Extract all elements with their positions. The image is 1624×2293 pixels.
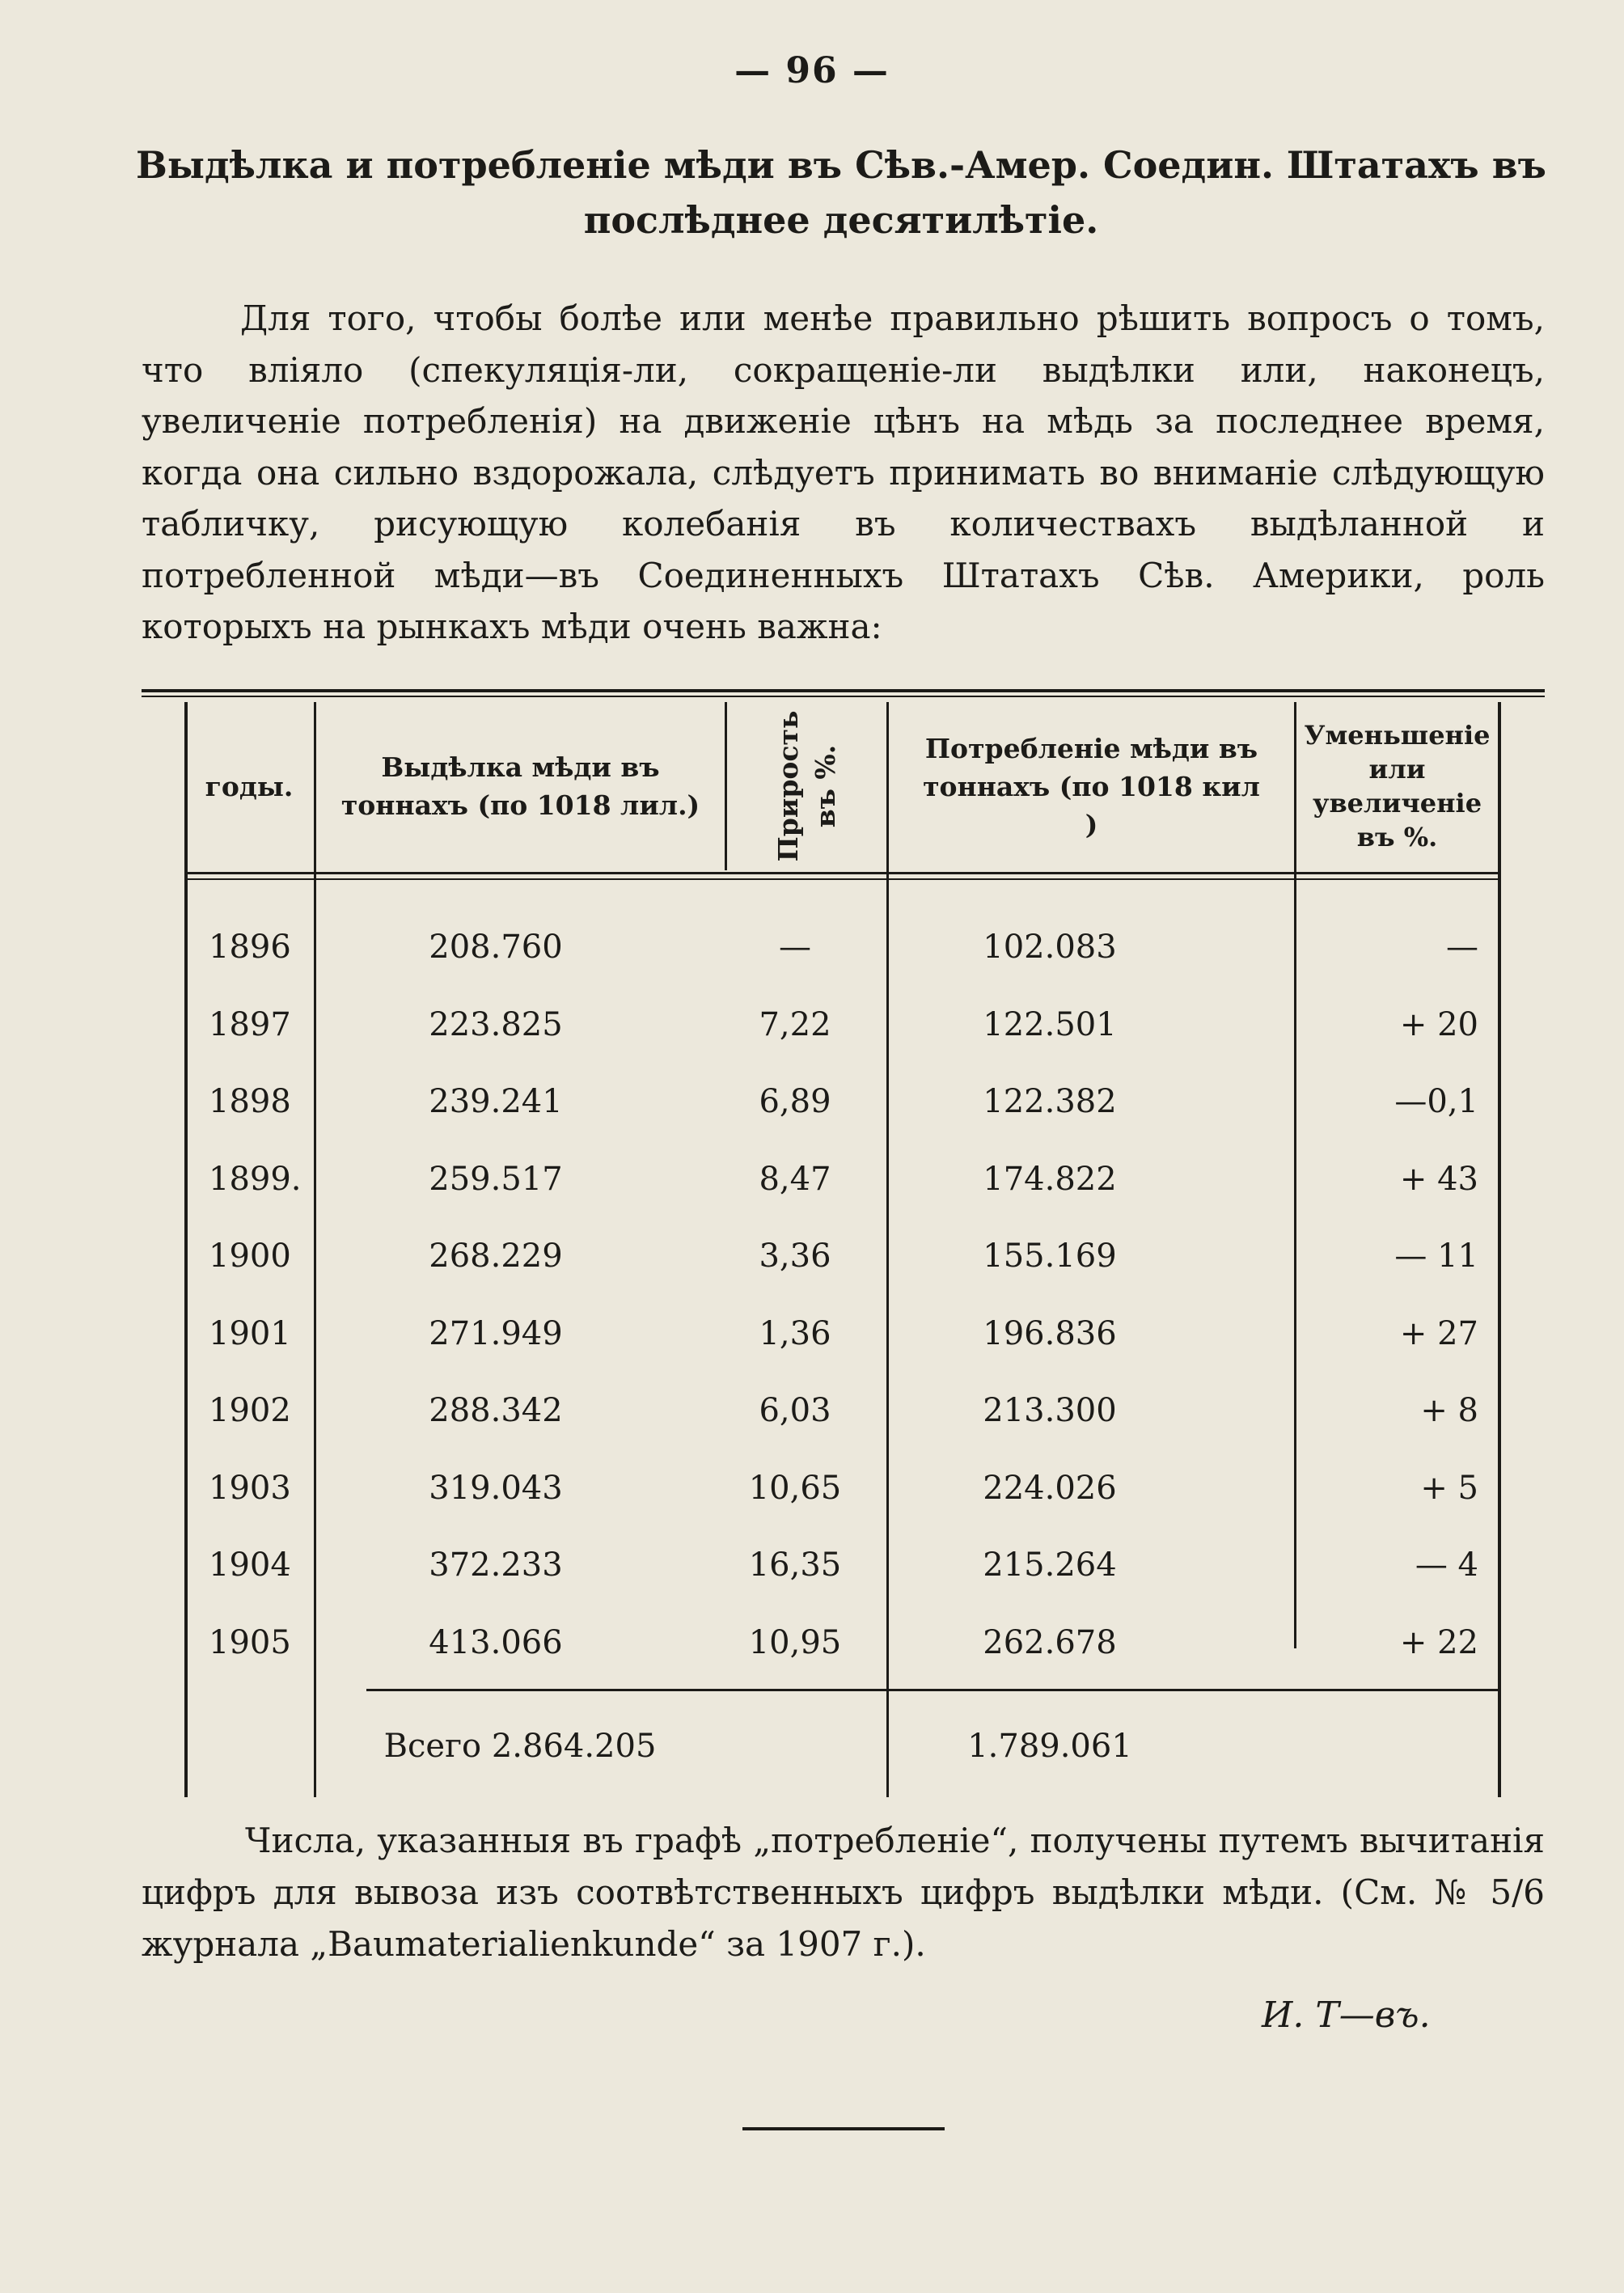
cell-consumption: 213.300 xyxy=(983,1392,1117,1429)
cell-year: 1902 xyxy=(209,1392,291,1429)
total-consumption: 1.789.061 xyxy=(967,1728,1132,1765)
header-growth xyxy=(727,702,886,870)
footnote-paragraph: Числа, указанныя въ графѣ „потребленіе“, получены путемъ вычитанія цифръ для вывоза изъ соотвѣтственныхъ цифръ выдѣлки мѣди. (См. № 5/6 журнала „Baumaterialienkunde“ за 1907 г.). xyxy=(142,1821,1545,1964)
page-number: — 96 — xyxy=(734,50,890,91)
cell-year: 1899. xyxy=(209,1160,302,1198)
total-production-value: 2.864.205 xyxy=(491,1728,657,1765)
cell-consumption: 122.382 xyxy=(983,1083,1117,1120)
cell-consumption: 174.822 xyxy=(983,1160,1117,1198)
header-rule xyxy=(184,872,1501,874)
cell-year: 1904 xyxy=(209,1546,291,1584)
cell-consumption: 224.026 xyxy=(983,1469,1117,1507)
table-row xyxy=(184,1463,1503,1541)
total-rule-thin xyxy=(184,1694,1501,1696)
cell-production: 268.229 xyxy=(429,1237,563,1275)
cell-growth: 6,89 xyxy=(759,1083,831,1120)
table-row xyxy=(184,922,1503,1000)
cell-year: 1897 xyxy=(209,1005,291,1043)
copper-table xyxy=(184,702,1503,1797)
cell-growth: 16,35 xyxy=(748,1546,842,1584)
header-change xyxy=(1296,702,1498,870)
intro-paragraph: Для того, чтобы болѣе или менѣе правильно рѣшить вопросъ о томъ, что вліяло (спекуляція-ли, сокращеніе-ли выдѣлки или, наконецъ, увеличеніе потребленія) на движеніе цѣнъ на мѣдь за последнее время, когда она сильно вздорожала, слѣдуетъ принимать во вниманіе слѣдующую табличку, рисующую колебанія въ количествахъ выдѣланной и потребленной мѣди—въ Соединенныхъ Штатахъ Сѣв. Америки, роль которыхъ на рынкахъ мѣди очень важна: xyxy=(142,298,1545,646)
total-production xyxy=(318,1728,722,1765)
signature: И. Т—въ. xyxy=(1262,1995,1431,2036)
cell-change: — xyxy=(1446,929,1478,966)
cell-growth: 8,47 xyxy=(759,1160,831,1198)
cell-change: + 20 xyxy=(1399,1005,1478,1043)
cell-production: 288.342 xyxy=(429,1392,563,1429)
cell-change: + 5 xyxy=(1420,1469,1478,1507)
closing-rule xyxy=(742,2127,945,2130)
cell-growth: — xyxy=(779,929,811,966)
cell-consumption: 196.836 xyxy=(983,1314,1117,1352)
cell-production: 413.066 xyxy=(429,1623,563,1661)
cell-change: — 11 xyxy=(1394,1237,1478,1275)
cell-production: 259.517 xyxy=(429,1160,563,1198)
header-growth-label: Прирость въ %. xyxy=(772,710,841,862)
table-row xyxy=(184,1386,1503,1463)
table-row xyxy=(184,1309,1503,1386)
cell-year: 1896 xyxy=(209,929,291,966)
table-row xyxy=(184,1540,1503,1618)
cell-change: + 22 xyxy=(1399,1623,1478,1661)
cell-consumption: 262.678 xyxy=(983,1623,1117,1661)
cell-year: 1903 xyxy=(209,1469,291,1507)
cell-change: + 27 xyxy=(1399,1314,1478,1352)
cell-consumption: 215.264 xyxy=(983,1546,1117,1584)
article-title: Выдѣлка и потребленіе мѣди въ Сѣв.-Амер. Соедин. Штатахъ въ послѣднее десятилѣтіе. xyxy=(136,143,1546,242)
cell-production: 271.949 xyxy=(429,1314,563,1352)
table-row xyxy=(184,1000,1503,1077)
header-production-label: Выдѣлка мѣди въ тоннахъ (по 1018 лил.) xyxy=(340,751,700,821)
cell-growth: 7,22 xyxy=(759,1005,831,1043)
header-production xyxy=(316,702,725,870)
header-consumption-label: Потребленіе мѣди въ тоннахъ (по 1018 кил ) xyxy=(923,732,1260,840)
cell-growth: 6,03 xyxy=(759,1392,831,1429)
table-row xyxy=(184,1231,1503,1309)
cell-production: 319.043 xyxy=(429,1469,563,1507)
cell-year: 1898 xyxy=(209,1083,291,1120)
cell-change: + 43 xyxy=(1399,1160,1478,1198)
total-label: Всего xyxy=(383,1728,482,1765)
cell-production: 223.825 xyxy=(429,1005,563,1043)
header-rule-thin xyxy=(184,878,1501,880)
cell-growth: 1,36 xyxy=(759,1314,831,1352)
table-row xyxy=(184,1077,1503,1154)
cell-consumption: 122.501 xyxy=(983,1005,1117,1043)
cell-year: 1905 xyxy=(209,1623,291,1661)
cell-change: + 8 xyxy=(1420,1392,1478,1429)
cell-consumption: 155.169 xyxy=(983,1237,1117,1275)
header-year: годы. xyxy=(205,770,294,802)
cell-year: 1900 xyxy=(209,1237,291,1275)
header-change-label: Уменьшеніе или увеличеніе въ %. xyxy=(1304,720,1491,852)
cell-growth: 3,36 xyxy=(759,1237,831,1275)
header-consumption xyxy=(889,702,1294,870)
table-top-rule-thin xyxy=(142,696,1545,697)
cell-year: 1901 xyxy=(209,1314,291,1352)
cell-production: 208.760 xyxy=(429,929,563,966)
cell-change: — 4 xyxy=(1415,1546,1478,1584)
cell-production: 372.233 xyxy=(429,1546,563,1584)
table-row xyxy=(184,1618,1503,1695)
table-top-rule xyxy=(142,689,1545,692)
cell-growth: 10,95 xyxy=(748,1623,842,1661)
cell-production: 239.241 xyxy=(429,1083,563,1120)
cell-consumption: 102.083 xyxy=(983,929,1117,966)
total-rule xyxy=(366,1689,1499,1691)
cell-change: —0,1 xyxy=(1394,1083,1478,1120)
table-row xyxy=(184,1154,1503,1232)
cell-growth: 10,65 xyxy=(748,1469,842,1507)
table-body xyxy=(184,922,1503,1694)
